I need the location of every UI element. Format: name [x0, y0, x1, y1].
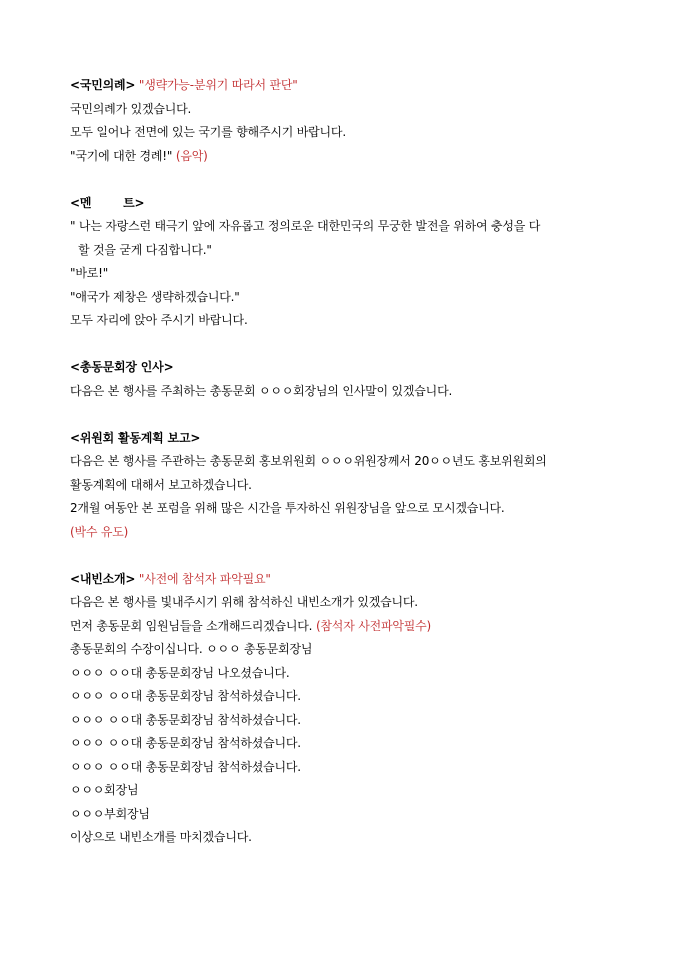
anthem-salute: "국기에 대한 경례!"	[70, 148, 173, 163]
guests-line-2-row	[70, 615, 630, 639]
greeting-heading: <총동문회장 인사>	[70, 360, 174, 374]
anthem-heading: <국민의례>	[70, 78, 136, 92]
pledge-line-1: " 나는 자랑스런 태극기 앞에 자유롭고 정의로운 대한민국의 무궁한 발전을 위하여 충성을 다	[70, 219, 541, 233]
anthem-line-1: 국민의례가 있겠습니다.	[70, 101, 192, 116]
pledge-heading-line	[70, 192, 630, 216]
guests-line-4: ㅇㅇㅇ ㅇㅇ대 총동문회장님 나오셨습니다.	[70, 665, 290, 680]
guests-line-1: 다음은 본 행사를 빛내주시기 위해 참석하신 내빈소개가 있겠습니다.	[70, 595, 418, 609]
guests-line-9: ㅇㅇㅇ회장님	[70, 783, 139, 797]
anthem-heading-line	[70, 74, 630, 98]
report-line-1: 다음은 본 행사를 주관하는 총동문회 홍보위원회 ㅇㅇㅇ위원장께서 20ㅇㅇ년도 홍보위원회의	[70, 454, 547, 468]
guests-line-8: ㅇㅇㅇ ㅇㅇ대 총동문회장님 참석하셨습니다.	[70, 759, 301, 774]
pledge-line-2: 할 것을 굳게 다짐합니다."	[78, 242, 212, 257]
guests-line-10: ㅇㅇㅇ부회장님	[70, 806, 150, 821]
document-page	[70, 74, 630, 850]
guests-line-2: 먼저 총동문회 임원님들을 소개해드리겠습니다.	[70, 618, 313, 633]
guests-line-6: ㅇㅇㅇ ㅇㅇ대 총동문회장님 참석하셨습니다.	[70, 712, 301, 727]
pledge-line-3: "바로!"	[70, 266, 109, 280]
guests-heading-line	[70, 568, 630, 592]
report-heading-line	[70, 427, 630, 451]
report-applause: (박수 유도)	[70, 524, 129, 539]
guests-line-3: 총동문회의 수장이십니다. ㅇㅇㅇ 총동문회장님	[70, 642, 313, 656]
report-line-3: 2개월 여동안 본 포럼을 위해 많은 시간을 투자하신 위원장님을 앞으로 모시겠습니다.	[70, 501, 505, 515]
greeting-line-1: 다음은 본 행사를 주최하는 총동문회 ㅇㅇㅇ회장님의 인사말이 있겠습니다.	[70, 383, 453, 398]
guests-line-7: ㅇㅇㅇ ㅇㅇ대 총동문회장님 참석하셨습니다.	[70, 736, 301, 750]
guests-heading: <내빈소개>	[70, 571, 136, 586]
guests-note: "사전에 참석자 파악필요"	[138, 571, 271, 586]
spacer	[70, 333, 630, 357]
spacer	[70, 403, 630, 427]
guests-line-5: ㅇㅇㅇ ㅇㅇ대 총동문회장님 참석하셨습니다.	[70, 689, 301, 703]
spacer	[70, 544, 630, 568]
pledge-line-4: "애국가 제창은 생략하겠습니다."	[70, 289, 240, 304]
spacer	[70, 168, 630, 192]
anthem-note: "생략가능-분위기 따라서 판단"	[138, 78, 298, 92]
anthem-line-2: 모두 일어나 전면에 있는 국기를 향해주시기 바랍니다.	[70, 125, 346, 139]
report-line-2: 활동계획에 대해서 보고하겠습니다.	[70, 477, 252, 492]
pledge-line-5: 모두 자리에 앉아 주시기 바랍니다.	[70, 313, 248, 327]
pledge-heading: <멘 트>	[70, 195, 145, 210]
anthem-salute-note: (음악)	[175, 148, 208, 163]
anthem-salute-line	[70, 145, 630, 169]
greeting-heading-line	[70, 356, 630, 380]
guests-line-2-note: (참석자 사전파악필수)	[315, 618, 432, 633]
report-heading: <위원회 활동계획 보고>	[70, 430, 201, 445]
guests-line-11: 이상으로 내빈소개를 마치겠습니다.	[70, 830, 252, 844]
